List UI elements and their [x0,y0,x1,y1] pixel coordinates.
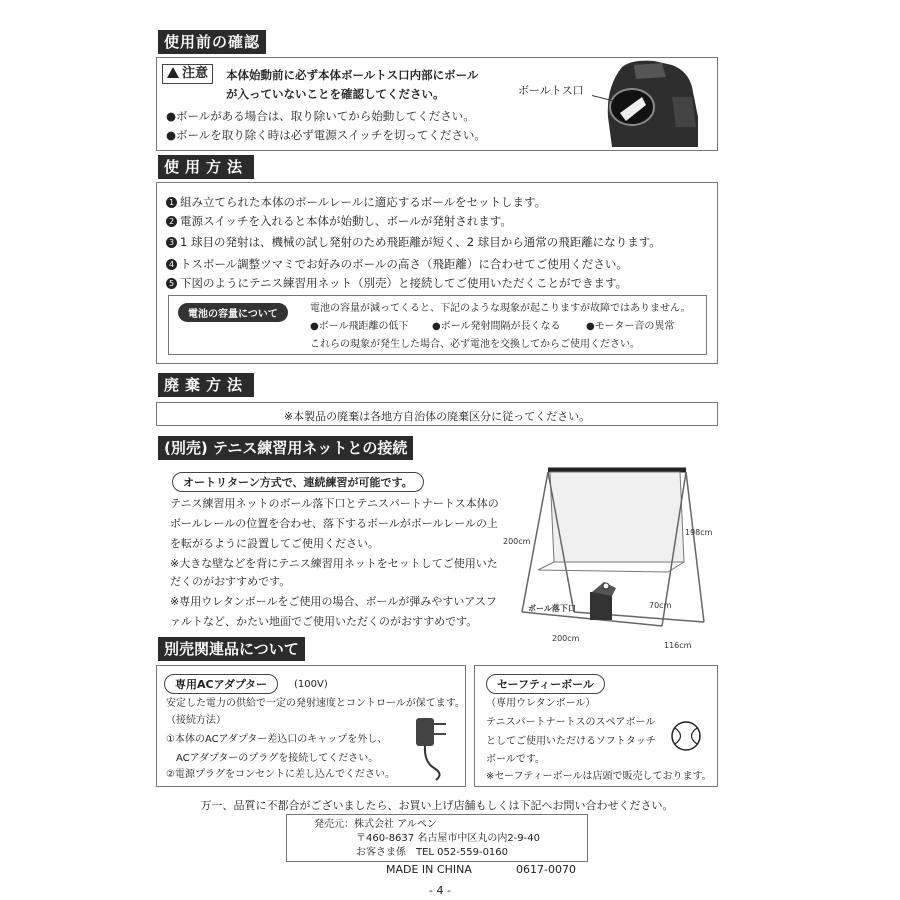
product-code: 0617-0070 [516,863,576,876]
connection-line-5: だくのがおすすめです。 [170,575,291,588]
section-title-usage: 使用方法 [158,155,254,179]
machine-image [592,57,707,152]
battery-item-2: ●ボール発射間隔が長くなる [432,321,561,332]
adapter-line-2: （接続方法） [166,715,226,726]
battery-item-3: ●モーター音の異常 [586,321,675,332]
footer-notice: 万一、品質に不都合がございましたら、お買い上げ店舗もしくは下記へお問い合わせください。 [200,799,674,812]
dim-depth: 116cm [664,641,692,650]
check-bullet-1: ●ボールがある場合は、取り除いてから始動してください。 [166,109,475,123]
dim-width: 200cm [552,634,580,643]
adapter-line-3: ①本体のACアダプター差込口のキャップを外し、 [166,734,388,745]
adapter-line-4: ACアダプターのプラグを接続してください。 [176,753,379,764]
usage-step-4: 4 トスボール調整ツマミでお好みのボールの高さ（飛距離）に合わせてご使用ください。 [166,257,628,271]
seller-contact: お客さま係 TEL 052-559-0160 [356,847,509,858]
ball-drop-label: ボール落下口 [528,604,576,613]
connection-line-6: ※専用ウレタンボールをご使用の場合、ボールが弾みやすいアスフ [170,595,497,608]
caution-badge [162,64,213,84]
usage-step-3: 3 1 球目の発射は、機械の試し発射のため飛距離が短く、2 球目から通常の飛距離になります。 [166,235,661,249]
connection-line-2: ボールレールの位置を合わせ、落下するボールがボールレールの上 [170,517,499,530]
ball-line-3: ボールです。 [486,754,545,765]
warning-icon [167,67,179,78]
adapter-voltage: (100V) [294,679,328,690]
disposal-text: ※本製品の廃棄は各地方自治体の廃棄区分に従ってください。 [283,410,591,423]
dim-height-left: 200cm [503,537,531,546]
seller-address: 〒460-8637 名古屋市中区丸の内2-9-40 [356,833,540,844]
dim-height-right: 198cm [685,528,713,537]
ball-sub: （専用ウレタンボール） [486,698,596,709]
ac-adapter-image [406,712,456,782]
connection-line-1: テニス練習用ネットのボール落下口とテニスパートナートス本体の [170,497,499,510]
usage-step-1: 1 組み立てられた本体のボールレールに適応するボールをセットします。 [166,195,546,209]
made-in: MADE IN CHINA [386,863,472,876]
ball-toss-label: ボールトス口 [518,84,584,97]
ball-line-4: ※セーフティーボールは店頭で販売しております。 [486,771,712,782]
battery-item-1: ●ボール飛距離の低下 [310,321,409,332]
safety-ball-pill: セーフティーボール [486,674,605,694]
caution-label: 注意 [182,66,209,81]
battery-line-1: 電池の容量が減ってくると、下記のような現象が起こりますが故障ではありません。 [310,303,691,314]
section-title-related: 別売関連品について [158,637,305,661]
ball-line-2: としてご使用いただけるソフトタッチ [486,736,656,747]
usage-step-2: 2 電源スイッチを入れると本体が始動し、ボールが発射されます。 [166,214,512,228]
connection-line-7: ァルトなど、かたい地面でご使用いただくのがおすすめです。 [170,615,478,628]
caution-line-2: が入っていないことを確認してください。 [226,87,445,101]
ball-line-1: テニスパートナートスのスペアボール [486,717,656,728]
caution-line-1: 本体始動前に必ず本体ボールトス口内部にボール [226,68,479,82]
adapter-pill: 専用ACアダプター [164,674,278,694]
adapter-line-5: ②電源プラグをコンセントに差し込んでください。 [166,769,395,780]
page-number: - 4 - [429,884,451,897]
seller-name: 発売元：株式会社 アルペン [314,819,437,830]
dim-low: 70cm [649,601,672,610]
net-diagram [508,462,718,652]
check-bullet-2: ●ボールを取り除く時は必ず電源スイッチを切ってください。 [166,128,486,142]
section-title-disposal: 廃棄方法 [158,373,254,397]
connection-line-3: を転がるように設置してご使用ください。 [170,537,379,550]
tennis-ball-icon [670,720,702,752]
section-title-check: 使用前の確認 [158,30,266,54]
battery-label: 電池の容量について [178,303,288,322]
connection-line-4: ※大きな壁などを背にテニス練習用ネットをセットしてご使用いた [170,557,498,570]
auto-return-pill: オートリターン方式で、連続練習が可能です。 [172,472,424,492]
adapter-line-1: 安定した電力の供給で一定の発射速度とコントロールが保てます。 [166,698,465,709]
battery-line-3: これらの現象が発生した場合、必ず電池を交換してからご使用ください。 [310,339,640,350]
section-title-connection: (別売) テニス練習用ネットとの接続 [158,436,413,460]
usage-step-5: 5 下図のようにテニス練習用ネット（別売）と接続してご使用いただくことができます。 [166,276,627,290]
